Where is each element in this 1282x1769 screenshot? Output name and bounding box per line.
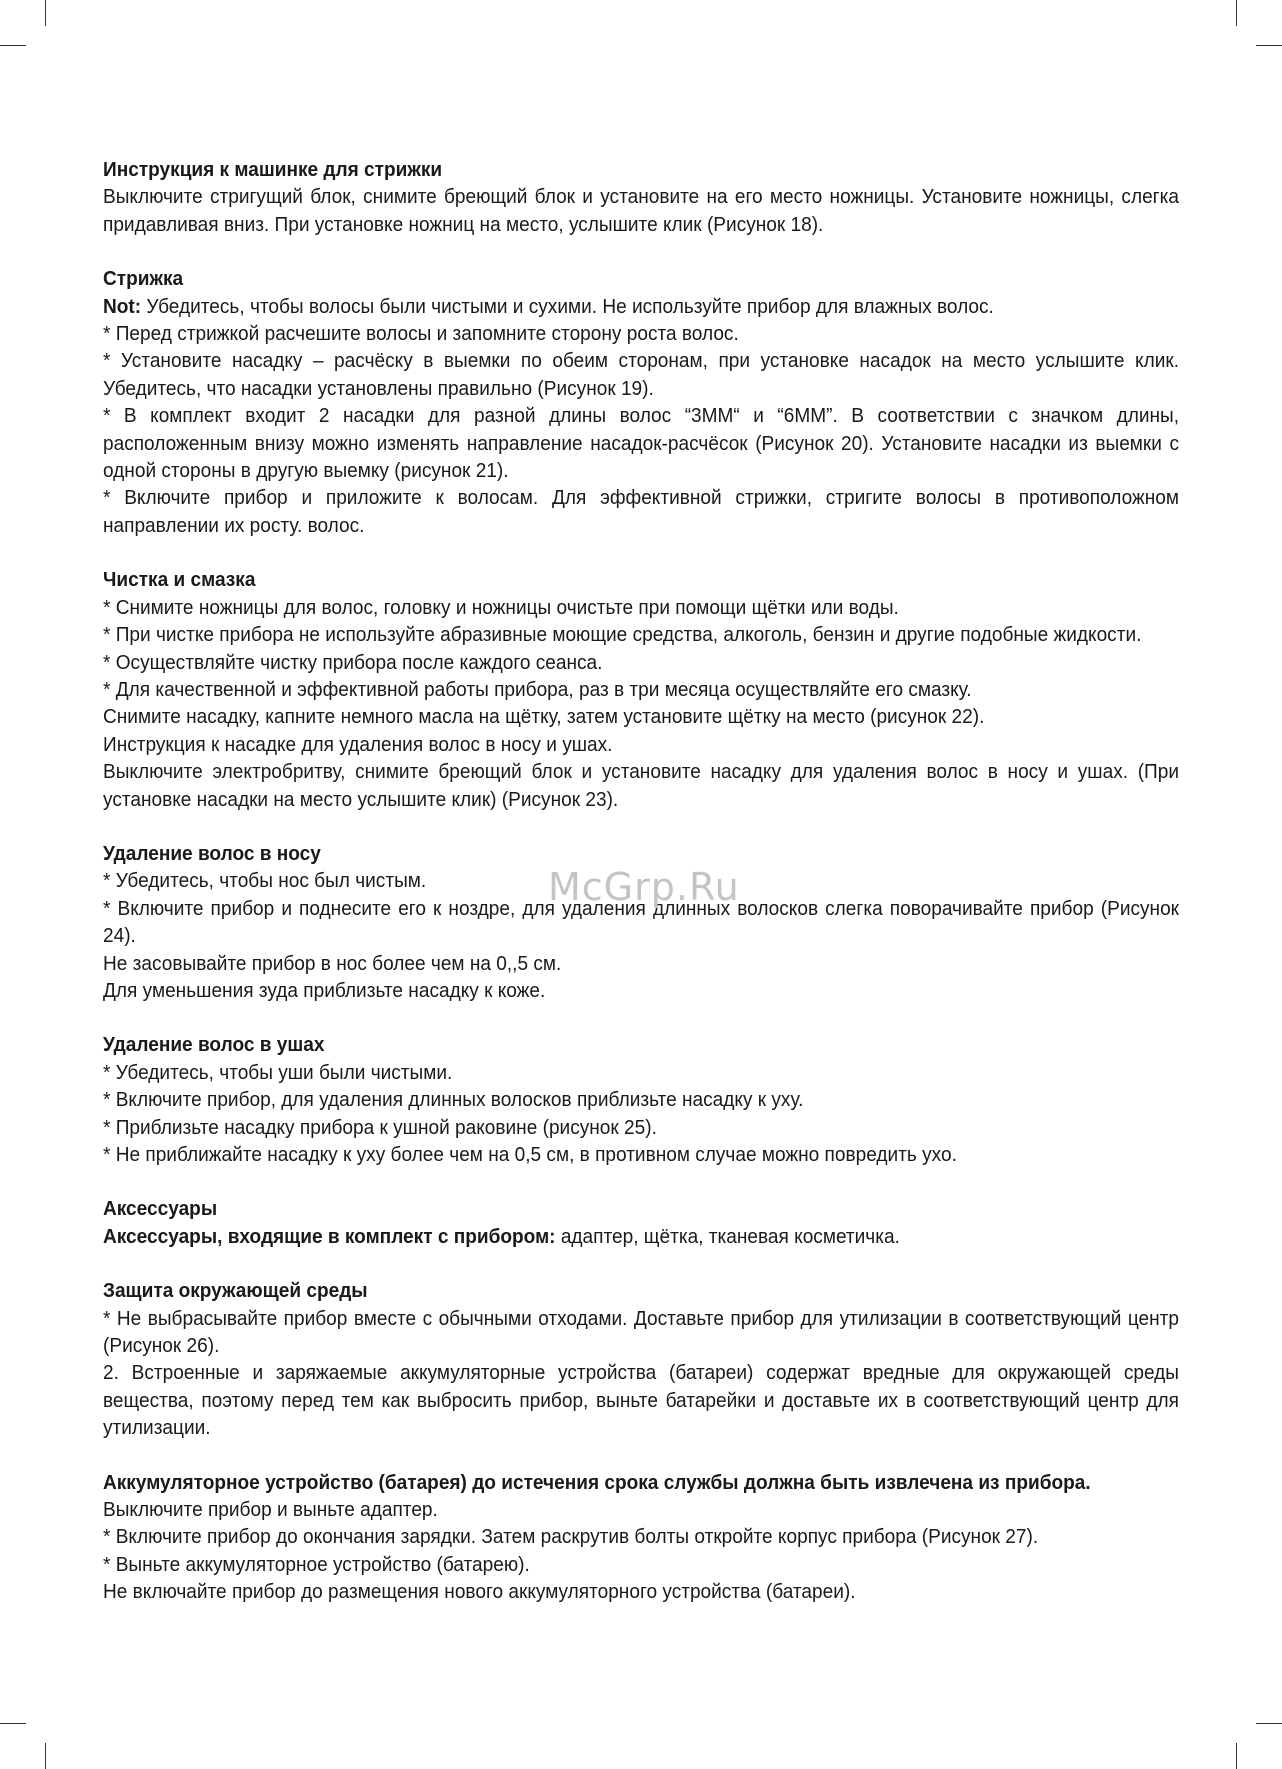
section-accessories	[103, 1195, 1179, 1250]
paragraph: Выключите прибор и выньте адаптер.	[103, 1498, 438, 1522]
paragraph: * Не выбрасывайте прибор вместе с обычными отходами. Доставьте прибор для утилизации в соответствующий центр (Рисунок 26).	[103, 1306, 1180, 1358]
paragraph: * Убедитесь, чтобы нос был чистым.	[103, 869, 427, 893]
note-text: Убедитесь, чтобы волосы были чистыми и сухими. Не используйте прибор для влажных волос.	[141, 294, 994, 318]
crop-mark-top-right-v	[1236, 0, 1237, 26]
note-paragraph	[103, 1223, 1179, 1250]
crop-mark-top-left-v	[45, 0, 46, 26]
section-haircut	[103, 265, 1179, 539]
paragraph: * Выньте аккумуляторное устройство (батарею).	[103, 1552, 530, 1576]
paragraph: * Включите прибор и приложите к волосам. Для эффективной стрижки, стригите волосы в противоположном направлении их росту. волос.	[103, 486, 1180, 537]
section-battery	[103, 1469, 1179, 1606]
paragraph: * Не приближайте насадку к уху более чем на 0,5 см, в противном случае можно повредить ухо.	[103, 1143, 957, 1166]
section-title: Удаление волос в ушах	[103, 1033, 325, 1057]
crop-mark-bottom-left-h	[0, 1723, 26, 1724]
paragraph: * При чистке прибора не используйте абразивные моющие средства, алкоголь, бензин и другие подобные жидкости.	[103, 623, 1142, 647]
note-label: Аксессуары, входящие в комплект с прибором:	[103, 1224, 556, 1248]
section-cleaning	[103, 566, 1179, 813]
paragraph: * Включите прибор, для удаления длинных волосков приблизьте насадку к уху.	[103, 1088, 804, 1112]
section-title: Чистка и смазка	[103, 568, 256, 592]
section-title: Аккумуляторное устройство (батарея) до истечения срока службы должна быть извлечена из прибора.	[103, 1470, 1091, 1494]
section-title: Аксессуары	[103, 1197, 218, 1221]
paragraph: * Включите прибор до окончания зарядки. Затем раскрутив болты откройте корпус прибора (Рисунок 27).	[103, 1525, 1039, 1549]
paragraph: 2. Встроенные и заряжаемые аккумуляторные устройства (батареи) содержат вредные для окружающей среды вещества, поэтому перед тем как выбросить прибор, выньте батарейки и доставьте их в соответствующий центр для утилизации.	[103, 1361, 1180, 1440]
section-ear-hair	[103, 1031, 1179, 1168]
crop-mark-bottom-left-v	[45, 1743, 46, 1769]
watermark: McGrp.Ru	[548, 865, 740, 909]
section-hair-clipper	[103, 156, 1179, 238]
section-title: Защита окружающей среды	[103, 1279, 368, 1303]
paragraph: Не засовывайте прибор в нос более чем на 0,,5 см.	[103, 951, 562, 975]
paragraph: Снимите насадку, капните немного масла на щётку, затем установите щётку на место (рисунок 22).	[103, 705, 985, 729]
section-environment	[103, 1277, 1179, 1441]
paragraph: * Снимите ножницы для волос, головку и ножницы очистьте при помощи щётки или воды.	[103, 595, 899, 619]
crop-mark-top-left-h	[0, 45, 26, 46]
section-title: Стрижка	[103, 267, 184, 291]
crop-mark-bottom-right-h	[1256, 1723, 1282, 1724]
paragraph: Для уменьшения зуда приблизьте насадку к коже.	[103, 978, 546, 1002]
paragraph: * Включите прибор и поднесите его к ноздре, для удаления длинных волосков слегка поворачивайте прибор (Рисунок 24).	[103, 896, 1180, 948]
note-text: адаптер, щётка, тканевая косметичка.	[555, 1224, 900, 1248]
paragraph: * Осуществляйте чистку прибора после каждого сеанса.	[103, 650, 603, 674]
paragraph: * Убедитесь, чтобы уши были чистыми.	[103, 1060, 453, 1084]
note-paragraph	[103, 293, 1179, 320]
paragraph: * Для качественной и эффективной работы прибора, раз в три месяца осуществляйте его смазку.	[103, 677, 972, 701]
paragraph: * Установите насадку – расчёску в выемки по обеим сторонам, при установке насадок на место услышите клик. Убедитесь, что насадки установлены правильно (Рисунок 19).	[103, 349, 1180, 400]
paragraph: Выключите стригущий блок, снимите бреющий блок и установите на его место ножницы. Установите ножницы, слегка придавливая вниз. При установке ножниц на место, услышите клик (Рисунок 18).	[103, 185, 1180, 236]
paragraph: * В комплект входит 2 насадки для разной длины волос “3ММ“ и “6ММ”. В соответствии с значком длины, расположенным внизу можно изменять направление насадок-расчёсок (Рисунок 20). Установите насадки из выемки с одной стороны в другую выемку (рисунок 21).	[103, 404, 1180, 483]
paragraph: * Перед стрижкой расчешите волосы и запомните сторону роста волос.	[103, 322, 739, 346]
paragraph: * Приблизьте насадку прибора к ушной раковине (рисунок 25).	[103, 1115, 657, 1139]
section-title: Удаление волос в носу	[103, 841, 321, 865]
crop-mark-bottom-right-v	[1236, 1743, 1237, 1769]
note-label: Not:	[103, 294, 142, 318]
paragraph: Выключите электробритву, снимите бреющий блок и установите насадку для удаления волос в носу и ушах. (При установке насадки на место услышите клик) (Рисунок 23).	[103, 760, 1180, 811]
section-title: Инструкция к машинке для стрижки	[103, 158, 443, 181]
paragraph: Не включайте прибор до размещения нового аккумуляторного устройства (батареи).	[103, 1580, 856, 1604]
crop-mark-top-right-h	[1256, 45, 1282, 46]
paragraph: Инструкция к насадке для удаления волос в носу и ушах.	[103, 732, 613, 756]
